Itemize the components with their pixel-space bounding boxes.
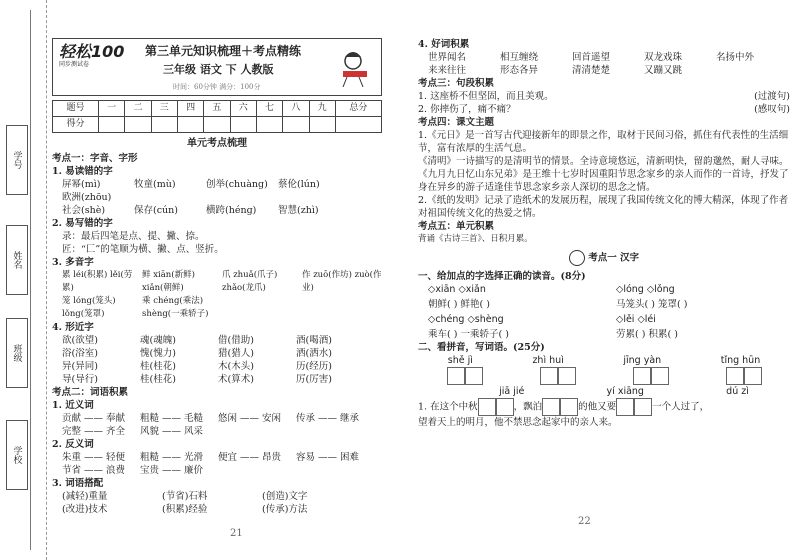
score-header-cell: 六 (230, 101, 256, 117)
title-block (52, 38, 382, 96)
miswrite-text-2: 匠：“匚”的笔顺为横、撇、点、竖折。 (62, 244, 224, 255)
right-page (418, 38, 790, 429)
sentence-1: 1. 这座桥不但坚固，而且美观。 (过渡句) (418, 91, 790, 102)
pinyin-pair-4: ◇lěi ◇léi (616, 314, 656, 325)
fill-sentence[interactable]: 1. 在这个中秋 ，飘泊 的他又要 一个人过了， (418, 398, 790, 416)
exam-meta: 时间：60分钟 满分：100分 (173, 83, 261, 91)
question-1: 一、给加点的字选择正确的读音。(8分) (418, 271, 586, 282)
topic-1-1: 1. 易读错的字 (52, 166, 113, 177)
class-box: 班级 (6, 318, 28, 388)
topic-1-2: 2. 易写错的字 (52, 218, 113, 229)
pinyin-choice-grid (418, 283, 790, 341)
score-input-cell[interactable] (177, 117, 203, 133)
page-title: 第三单元知识梳理＋考点精练 (145, 44, 302, 58)
pinyin-row-1: shě jì zhì huì jīng yàn tǐng hūn (447, 355, 761, 366)
score-header-cell: 二 (125, 101, 151, 117)
score-input-cell[interactable] (99, 117, 125, 133)
score-input-cell[interactable] (283, 117, 309, 133)
score-input-cell[interactable] (125, 117, 151, 133)
theme-para-1: 1.《元日》是一首写古代迎接新年的即景之作，取材于民间习俗，抓住有代表性的生活细节，富有浓厚的生活气息。 (418, 130, 789, 154)
emoji-face-icon (569, 250, 585, 266)
topic-2-4: 4. 好词积累 (418, 39, 470, 50)
topic-3-heading: 考点三：句段积累 (418, 78, 495, 89)
page-number-left: 21 (230, 528, 243, 539)
mascot-icon (335, 47, 375, 87)
score-header-cell: 四 (177, 101, 203, 117)
misread-line-2: 社会(shè) 保存(cún) 横跨(héng) 智慧(zhì) (62, 205, 319, 216)
misread-line-1: 屏幂(mì) 牧童(mù) 创举(chuàng) 蔡伦(lún)欧洲(zhōu) (62, 179, 320, 203)
score-header-cell: 八 (283, 101, 309, 117)
word-pair-3[interactable]: 乘车( ) 一乘轿子( ) (428, 329, 509, 340)
score-header-cell: 题号 (53, 101, 99, 117)
student-id-box: 学号 (6, 125, 28, 195)
score-table (52, 100, 382, 133)
binding-line (30, 10, 31, 550)
topic-1-3: 3. 多音字 (52, 257, 94, 268)
score-header-cell: 九 (309, 101, 335, 117)
accumulation-text: 背诵《古诗三首》、日积月累。 (418, 234, 533, 244)
pinyin-pair-1: ◇xiān ◇xiǎn (428, 284, 486, 295)
score-input-cell[interactable] (230, 117, 256, 133)
topic-2-3: 3. 词语搭配 (52, 478, 104, 489)
fill-sentence-cont: 望着天上的明月，他不禁思念起家中的亲人来。 (418, 417, 618, 428)
pinyin-row-2: jiā jié yí xiāng dú zì (499, 386, 749, 397)
exam-section-title: 考点一 汉字 (418, 250, 790, 266)
pinyin-pair-3: ◇chéng ◇shèng (428, 314, 504, 325)
score-header-cell: 总分 (335, 101, 381, 117)
score-input-cell[interactable] (256, 117, 282, 133)
score-header-cell: 七 (256, 101, 282, 117)
topic-5-heading: 考点五：单元积累 (418, 221, 495, 232)
pinyin-pair-2: ◇lóng ◇lǒng (616, 284, 675, 295)
topic-4-heading: 考点四：课文主题 (418, 117, 495, 128)
miswrite-text-1: 录：最后四笔是点、提、撇、捺。 (62, 231, 205, 242)
word-pair-4[interactable]: 劳累( ) 积累( ) (616, 329, 678, 340)
collocation-rows: (减轻)重量 (节省)石料 (创造)文字 (改进)技术 (积累)经验 (传承)方法 (62, 491, 308, 515)
topic-1-heading: 考点一：字音、字形 (52, 153, 138, 164)
good-words-rows: 世界闻名 相互缠绕 回首遥望 双龙戏珠 名扬中外 来来往往 形态各异 清清楚楚 又蹦又跳 (428, 52, 755, 76)
score-header-cell: 五 (204, 101, 230, 117)
score-header-cell: 三 (151, 101, 177, 117)
similar-char-rows: 欲(欲望) 魂(魂魄) 借(借助) 酒(喝酒) 浴(浴室) 愧(愧力) 猎(猎人) 洒(洒水) 异(异同) 桂(桂花) 木(木头) 历(经历) 导(导行) 桂(桂花) 术(算术) 厉(厉害) (62, 335, 332, 385)
name-box: 姓名 (6, 225, 28, 295)
section-title: 单元考点梳理 (187, 138, 247, 149)
word-pair-2[interactable]: 马笼头( ) 笼罩( ) (616, 299, 688, 310)
score-input-cell[interactable] (204, 117, 230, 133)
score-header-cell: 一 (99, 101, 125, 117)
school-box: 学校 (6, 420, 28, 490)
theme-para-3: 《九月九日忆山东兄弟》是王维十七岁时因重阳节思念家乡的亲人而作的一首诗，抒发了身在异乡的游子适逢佳节思念家乡亲人深切的思念之情。 (418, 169, 789, 193)
word-pair-1[interactable]: 朝鲜( ) 鲜艳( ) (428, 299, 490, 310)
polyphone-grid: 累 léi(积累) lěi(劳累) 鲜 xiān(新鲜) xiǎn(朝鲜) 爪 zhuǎ(爪子) zhǎo(龙爪) 作 zuō(作坊) zuò(作业) 笼 lóng(笼头) lǒng(笼罩) 乘 chéng(乘法) shèng(一乘轿子) (62, 270, 382, 319)
score-row-label: 得分 (53, 117, 99, 133)
brand-logo: 轻松100 同步测试卷 (59, 42, 125, 68)
score-input-cell[interactable] (151, 117, 177, 133)
score-input-cell[interactable] (335, 117, 381, 133)
antonym-rows: 朱重 —— 轻便 粗糙 —— 光滑 便宜 —— 昂贵 容易 —— 困难 节省 —— 浪费 宝贵 —— 廉价 (62, 452, 360, 476)
left-page (52, 38, 382, 516)
page-subtitle: 三年级 语文 下 人教版 (163, 63, 274, 76)
theme-para-4: 2.《纸的发明》记录了造纸术的发展历程，展现了我国传统文化的博大精深，体现了作者对祖国传统文化的热爱之情。 (418, 195, 789, 219)
topic-1-4: 4. 形近字 (52, 322, 94, 333)
synonym-rows: 贡献 —— 奉献 粗糙 —— 毛糙 悠闲 —— 安闲 传承 —— 继承 完整 —— 齐全 风貌 —— 风采 (62, 413, 360, 437)
page-number-right: 22 (578, 516, 591, 527)
binding-margin (0, 0, 47, 560)
theme-para-2: 《清明》一诗描写的是清明节的情景。全诗意境悠远，清新明快，留韵邈然，耐人寻味。 (418, 156, 789, 167)
sentence-2: 2. 你摔伤了，痛不痛？ (感叹句) (418, 104, 790, 115)
topic-2-heading: 考点二：词语积累 (52, 387, 129, 398)
topic-2-2: 2. 反义词 (52, 439, 94, 450)
topic-2-1: 1. 近义词 (52, 400, 94, 411)
writing-boxes-row-1[interactable] (418, 367, 790, 385)
question-2: 二、看拼音，写词语。(25分) (418, 342, 545, 353)
score-input-cell[interactable] (309, 117, 335, 133)
